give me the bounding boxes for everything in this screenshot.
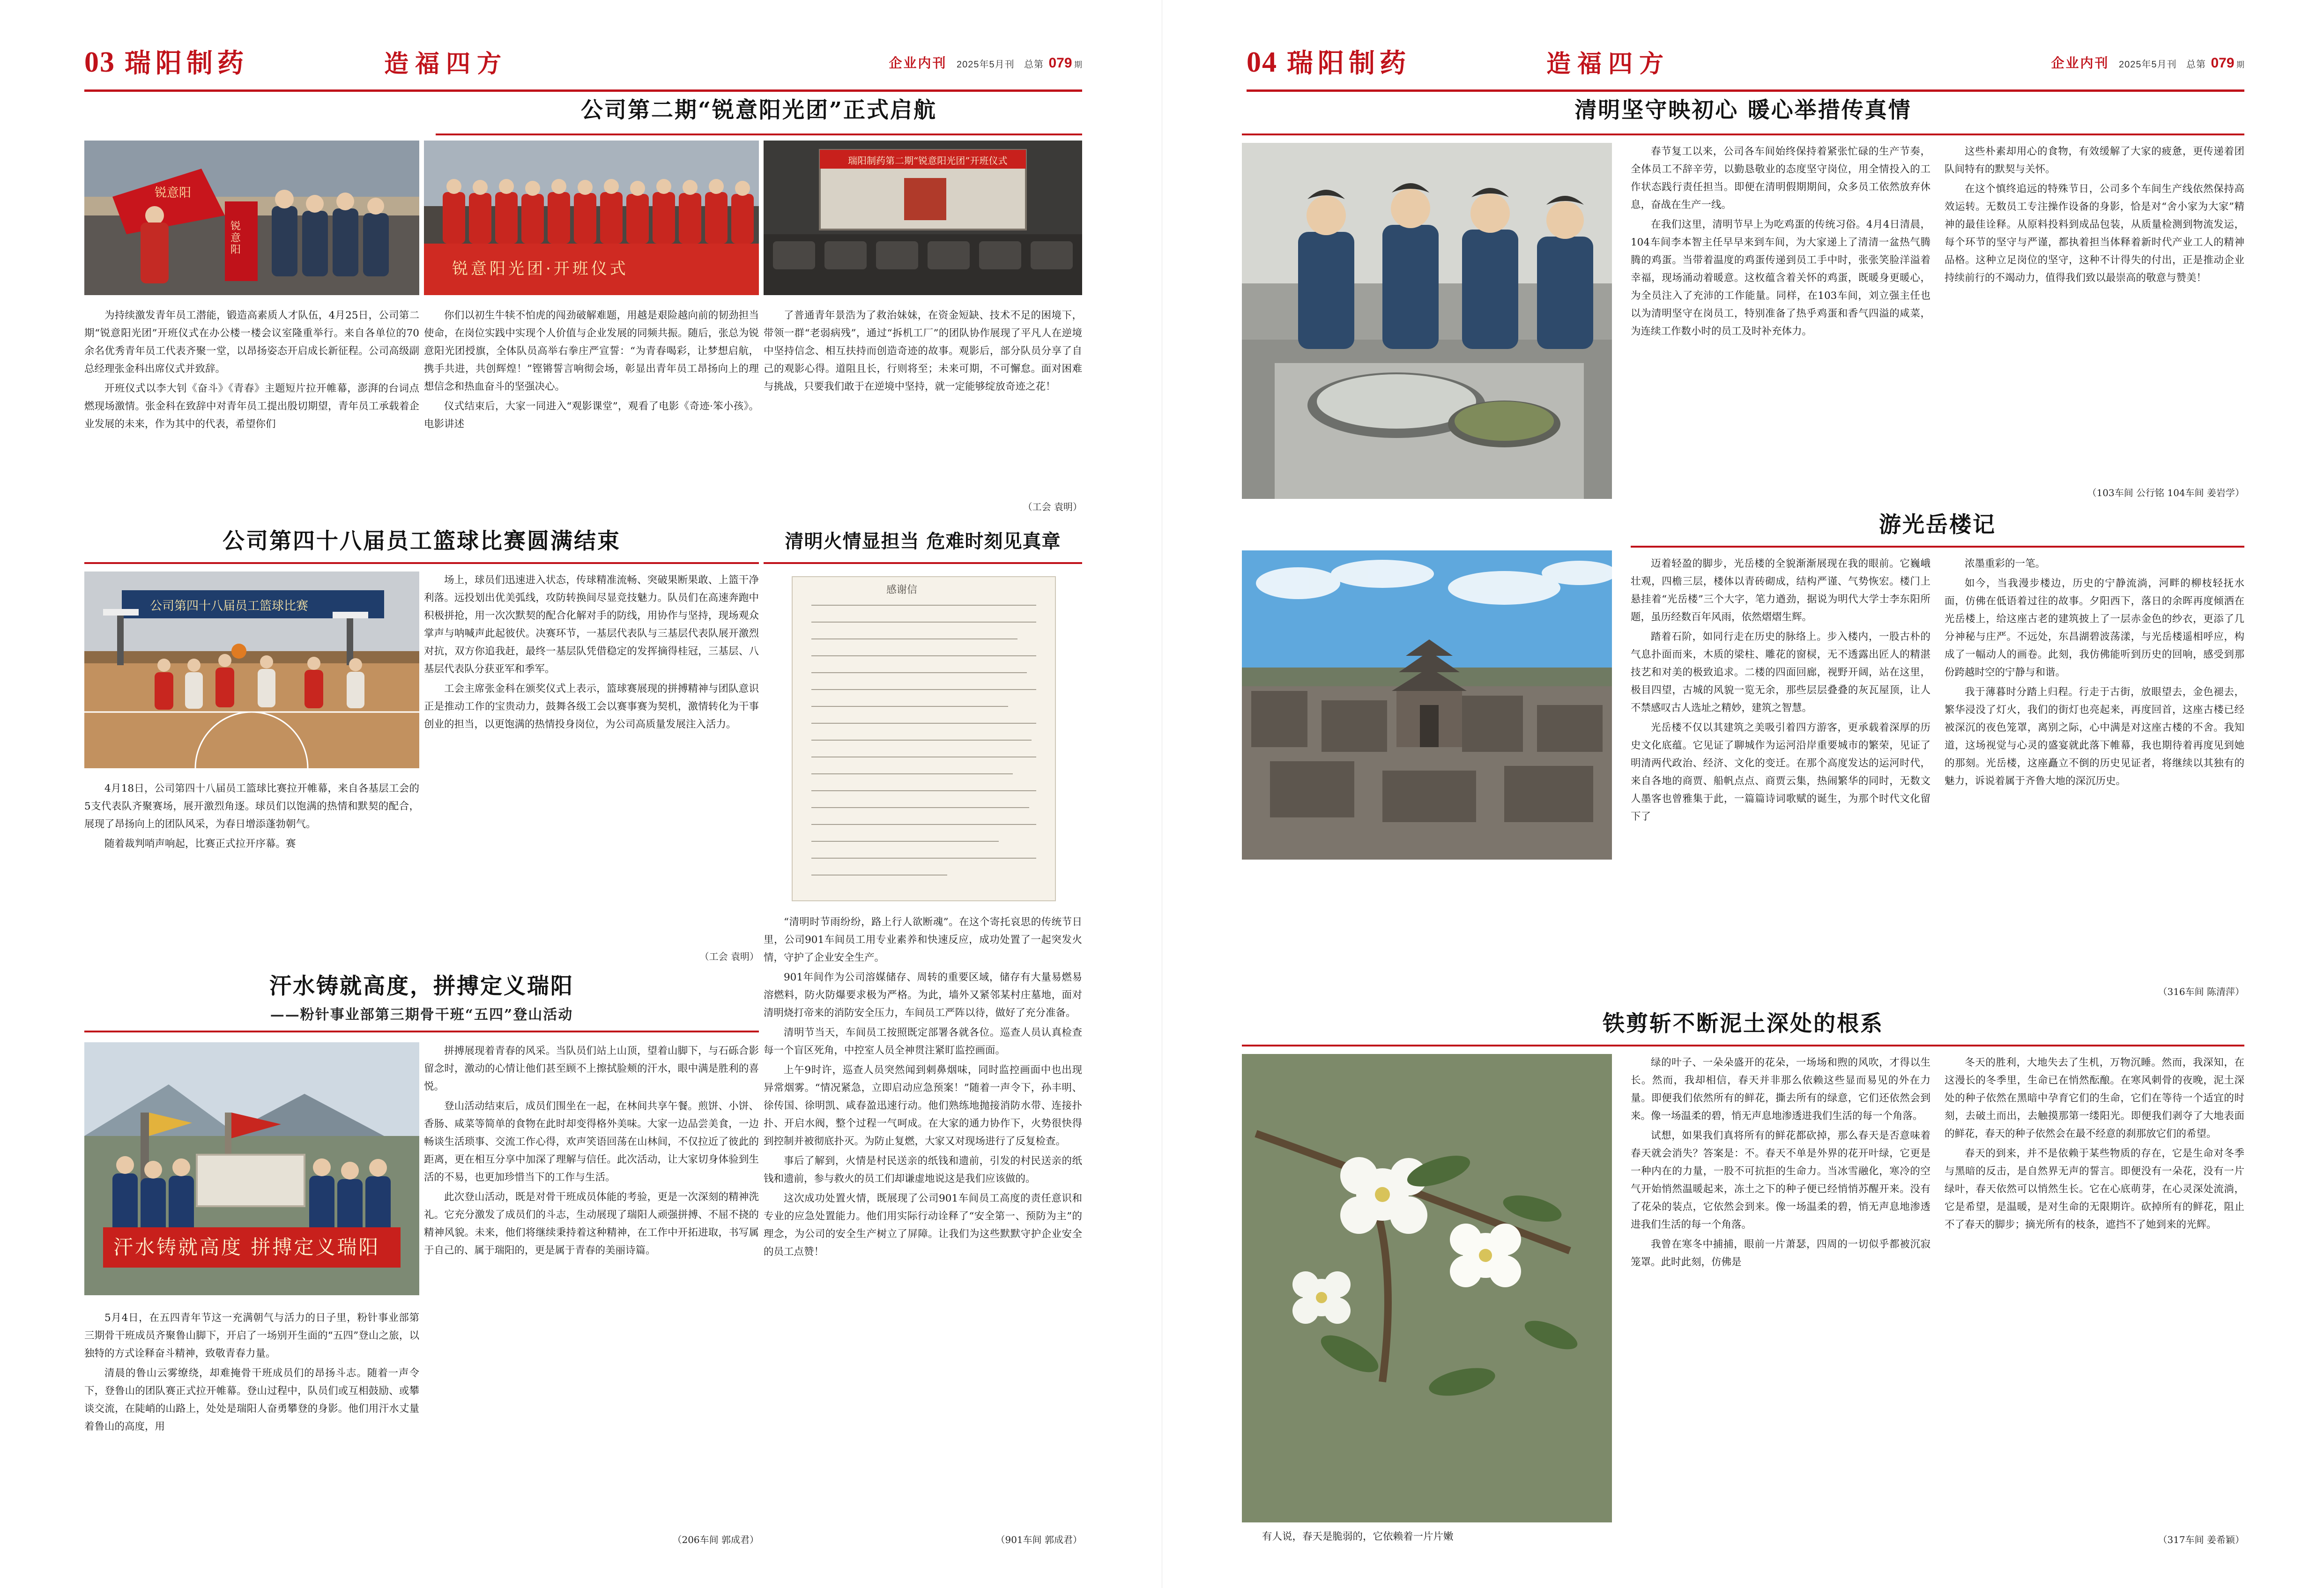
article-2-column-2 — [424, 571, 759, 942]
svg-text:公司第四十八届员工篮球比赛: 公司第四十八届员工篮球比赛 — [150, 599, 309, 613]
article-4-column-1 — [764, 913, 1082, 1522]
article-1-headline: 公司第二期“锐意阳光团”正式启航 — [580, 97, 937, 123]
article-2-headline: 公司第四十八届员工篮球比赛圆满结束 — [223, 528, 621, 554]
paragraph: 这些朴素却用心的食物，有效缓解了大家的疲惫，更传递着团队间特有的默契与关怀。 — [1945, 146, 2244, 175]
article-3-byline: （206车间 郭成君） — [672, 1534, 759, 1545]
article-6-byline: （316车间 陈清萍） — [2158, 986, 2244, 997]
article-5-rule — [1242, 134, 2244, 135]
masthead-meta — [889, 53, 1082, 72]
masthead-left — [84, 45, 1082, 92]
article-7-headline: 铁剪斩不断泥土深处的根系 — [1603, 1011, 1884, 1037]
page-04 — [1162, 0, 2324, 1588]
paragraph: 拼搏展现着青春的风采。当队员们站上山顶，望着山脚下，与石砾合影留念时，激动的心情让他们甚至顾不上擦拭脸颊的汗水，眼中满是胜利的喜悦。 — [424, 1045, 759, 1092]
kitchen-dumplings-photo — [1242, 143, 1612, 499]
paragraph: 我于薄暮时分踏上归程。行走于古街，放眼望去，金色褪去，繁华浸没了灯火，我们的街灯也亮起来，再度回首，这座古楼已经被深沉的夜色笼罩，离别之际，心中满是对这座古楼的不舍。我知道，这场视觉与心灵的盛宴就此落下帷幕，我也期待着再度见到她的那刻。光岳楼，这座矗立不倒的历史见证者，将继续以其独有的魅力，诉说着属于齐鲁大地的深沉历史。 — [1945, 686, 2244, 787]
article-6-column-2 — [1945, 555, 2244, 967]
svg-text:阳: 阳 — [230, 244, 241, 256]
masthead-right — [1247, 45, 2244, 92]
paragraph: 901年间作为公司溶媒储存、周转的重要区域，储存有大量易燃易溶燃料，防火防爆要求极为严格。为此，墙外又紧邻某村庄墓地，面对清明烧打帝来的消防安全压力，车间员工严阵以待，做好了充分准备。 — [764, 972, 1082, 1019]
masthead-issue-suffix: 期 — [1074, 60, 1082, 69]
paragraph: 场上，球员们迅速进入状态，传球精准流畅、突破果断果敢、上篮干净利落。远投划出优美弧线，攻防转换间尽显竞技魅力。队员们在高速奔跑中积极拼抢，用一次次默契的配合化解对手的防线，用协作与坚持，现场观众掌声与呐喊声此起彼伏。决赛环节，一基层代表队与三基层代表队展开激烈对抗，双方你追我赶，最终一基层队凭借稳定的发挥摘得桂冠，三基层、八基层代表队分获亚军和季军。 — [424, 574, 759, 675]
svg-text:感谢信: 感谢信 — [886, 584, 918, 596]
paragraph: 在我们这里，清明节早上为吃鸡蛋的传统习俗。4月4日清晨，104车间李本智主任早早来到车间，为大家递上了清清一盆热气腾腾的鸡蛋。当带着温度的鸡蛋传递到员工手中时，张张笑脸洋溢着幸福，现场涌动着暖意。这枚蕴含着关怀的鸡蛋，既暖身更暖心，为全员注入了充沛的工作能量。同样，在103车间，刘立强主任也以为清明坚守在岗员工，特别准备了热乎鸡蛋和香气四溢的咸菜，为连续工作数小时的员工及时补充体力。 — [1631, 219, 1930, 337]
paragraph: 5月4日，在五四青年节这一充满朝气与活力的日子里，粉针事业部第三期骨干班成员齐聚鲁山脚下，开启了一场别开生面的“五四”登山之旅，以独特的方式诠释奋斗精神，致敬青春力量。 — [84, 1312, 419, 1359]
article-3-column-1 — [84, 1309, 419, 1529]
svg-text:汗水铸就高度 拼搏定义瑞阳: 汗水铸就高度 拼搏定义瑞阳 — [113, 1236, 380, 1259]
paragraph: 如今，当我漫步楼边，历史的宁静流淌，河畔的柳枝轻抚水面，仿佛在低语着过往的故事。夕阳西下，落日的余晖再度倾洒在光岳楼上，给这座古老的建筑披上了一层赤金色的纱衣，更添了几分神秘与庄严。不远处，东昌湖碧波荡漾，与光岳楼遥相呼应，构成了一幅动人的画卷。此刻，我仿佛能听到历史的回响，感受到那份跨越时空的宁静与和谐。 — [1945, 578, 2244, 678]
paragraph: 了普通青年景浩为了救治妹妹，在资金短缺、技术不足的困境下，带领一群“老弱病残”，通过“拆机工厂”的团队协作展现了平凡人在逆境中坚持信念、相互扶持而创造奇迹的故事。观影后，部分队员分享了自己的观影心得。道阻且长，行则将至；未来可期，不可懈怠。面对困难与挑战，只要我们敢于在逆境中坚持，就一定能够绽放奇迹之花！ — [764, 310, 1082, 393]
article-5-column-1 — [1631, 143, 1930, 499]
svg-text:瑞阳制药第二期“锐意阳光团”开班仪式: 瑞阳制药第二期“锐意阳光团”开班仪式 — [848, 155, 1008, 166]
paragraph: 试想，如果我们真将所有的鲜花都砍掉，那么春天是否意味着春天就会消失？答案是：不。春天不单是外界的花开叶绿，它更是一种内在的力量，一股不可抗拒的生命力。当冰雪融化，寒冷的空气开始悄然温暖起来，冻土之下的种子便已经悄悄苏醒开来。没有了花朵的装点，它依然会到来。像一场温柔的碧，悄无声息地渗透进我们生活的每一个角落。 — [1631, 1130, 1930, 1231]
article-4-rule — [764, 562, 1082, 564]
article-2-byline: （工会 袁明） — [699, 951, 759, 962]
article-2-rule — [84, 562, 759, 564]
paragraph: 开班仪式以李大钊《奋斗》《青春》主题短片拉开帷幕，澎湃的台词点燃现场激情。张金科在致辞中对青年员工提出殷切期望，青年员工承载着企业发展的未来，作为其中的代表，希望你们 — [84, 383, 419, 430]
paragraph: 我曾在寒冬中捕捕，眼前一片萧瑟，四周的一切似乎都被沉寂笼罩。此时此刻，仿佛是 — [1631, 1239, 1930, 1268]
article-1-byline: （工会 袁明） — [1023, 501, 1082, 512]
article-7-column-2 — [1945, 1054, 2244, 1494]
masthead-issue-number: 079 — [1048, 55, 1072, 71]
masthead-issue-number: 079 — [2211, 55, 2235, 71]
page-number: 04 — [1247, 46, 1277, 78]
paragraph: 春天的到来，并不是依赖于某些物质的存在，它是生命对冬季与黑暗的反击，是自然界无声的誓言。即便没有一朵花，没有一片绿叶，春天依然可以悄然生长。它在心底萌芽，在心灵深处流淌，它是希望，是温暖，是对生命的无限期许。砍掉所有的鲜花，阻止不了春天的脚步；摘光所有的枝条，遮挡不了她到来的光辉。 — [1945, 1148, 2244, 1231]
article-6-headline: 游光岳楼记 — [1879, 512, 1996, 538]
article-5-column-2 — [1945, 143, 2244, 471]
article-7-column-1 — [1631, 1054, 1930, 1522]
masthead-date: 2025年5月刊 — [2118, 59, 2177, 70]
paragraph: 有人说，春天是脆弱的，它依赖着一片片嫩 — [1262, 1531, 1454, 1543]
paragraph: 事后了解到，火情是村民送亲的纸钱和遗前，引发的村民送亲的纸钱和遗前，参与救火的员工们却谦虚地说这是我们应该做的。 — [764, 1155, 1082, 1185]
article-6-rule — [1631, 546, 2244, 548]
masthead-issue-prefix: 总第 — [2186, 59, 2206, 70]
svg-text:意: 意 — [230, 232, 241, 244]
paragraph: 工会主席张金科在颁奖仪式上表示，篮球赛展现的拼搏精神与团队意识正是推动工作的宝贵动力，鼓舞各级工会以赛事赛为契机，激情转化为干事创业的担当，以更饱满的热情投身岗位，为公司高质量发展注入活力。 — [424, 683, 759, 730]
article-3-rule — [84, 1031, 759, 1032]
article-1-rule — [436, 134, 1082, 135]
article-3-subheadline: ——粉针事业部第三期骨干班“五四”登山活动 — [270, 1007, 573, 1023]
paragraph: 光岳楼不仅以其建筑之美吸引着四方游客，更承载着深厚的历史文化底蕴。它见证了聊城作为运河沿岸重要城市的繁荣，见证了明清两代政治、经济、文化的变迁。在那个高度发达的运河时代，来自各地的商贾、船帆点点、商贾云集，热闹繁华的同时，无数文人墨客也曾雅集于此，一篇篇诗词歌赋的诞生，为那个时代文化留下了 — [1631, 722, 1930, 823]
masthead-issue-suffix: 期 — [2236, 60, 2244, 69]
svg-text:锐意阳光团·开班仪式: 锐意阳光团·开班仪式 — [452, 260, 629, 278]
basketball-game-photo — [84, 571, 419, 768]
paragraph: 随着裁判哨声响起，比赛正式拉开序幕。赛 — [104, 838, 296, 850]
paragraph: “清明时节雨纷纷，路上行人欲断魂”。在这个寄托哀思的传统节日里，公司901车间员工用专业素养和快速反应，成功处置了一起突发火情，守护了企业安全生产。 — [764, 916, 1082, 964]
article-7-column-1-tail — [1242, 1528, 1612, 1548]
group-photo-banner — [424, 141, 759, 295]
article-3-headline: 汗水铸就高度，拼搏定义瑞阳 — [269, 973, 574, 999]
flag-handover-photo — [84, 141, 419, 295]
masthead-date: 2025年5月刊 — [956, 59, 1015, 70]
masthead-issue-prefix: 总第 — [1024, 59, 1044, 70]
article-5-byline: （103车间 公行铭 104车间 姜岩学） — [2087, 487, 2244, 498]
paragraph: 4月18日，公司第四十八届员工篮球比赛拉开帷幕，来自各基层工会的5支代表队齐聚赛场，展开激烈角逐。球员们以饱满的热情和默契的配合，展现了昂扬向上的团队风采，为春日增添蓬勃朝气。 — [84, 783, 419, 830]
handwritten-letter-photo — [792, 576, 1056, 901]
pear-blossom-photo — [1242, 1054, 1612, 1522]
article-6-column-1 — [1631, 555, 1930, 995]
cityscape-tower-photo — [1242, 550, 1612, 860]
svg-text:锐意阳: 锐意阳 — [155, 186, 192, 200]
paragraph: 迈着轻盈的脚步，光岳楼的全貌渐渐展现在我的眼前。它巍峨壮观，四檐三层，楼体以青砖砌成，结构严谨、气势恢宏。楼门上悬挂着“光岳楼”三个大字，笔力遒劲，据说为明代大学士李东阳所题，虽历经数百年风雨，依然熠熠生辉。 — [1631, 558, 1930, 623]
page-number: 03 — [84, 46, 115, 78]
paragraph: 清明节当天，车间员工按照既定部署各就各位。巡查人员认真检查每一个盲区死角，中控室人员全神贯注紧盯监控画面。 — [764, 1027, 1082, 1056]
opening-ceremony-screen-photo — [764, 141, 1082, 295]
paragraph: 清晨的鲁山云雾缭绕，却难掩骨干班成员们的昂扬斗志。随着一声令下，登鲁山的团队赛正式拉开帷幕。登山过程中，队员们或互相鼓励、或攀谈交流，在陡峭的山路上，处处是瑞阳人奋勇攀登的身影。他们用汗水丈量着鲁山的高度，用 — [84, 1367, 419, 1432]
paragraph: 上午9时许，巡查人员突然闻到刺鼻烟味，同时监控画面中也出现异常烟雾。“情况紧急，立即启动应急预案！”随着一声令下，孙丰明、徐传国、徐明凯、咸春盈迅速行动。他们熟练地抛接消防水带、连接扑扑、开启水阀，整个过程一气呵成。在大家的通力协作下，火势很快得到控制并被彻底扑灭。为防止复燃，大家又对现场进行了反复检查。 — [764, 1064, 1082, 1147]
publication-slogan: 造福四方 — [1546, 50, 1671, 78]
paragraph: 浓墨重彩的一笔。 — [1965, 558, 2046, 570]
publication-title: 瑞阳制药 — [125, 48, 248, 79]
masthead-label: 企业内刊 — [889, 56, 947, 70]
paragraph: 为持续激发青年员工潜能，锻造高素质人才队伍，4月25日，公司第二期“锐意阳光团”开班仪式在办公楼一楼会议室隆重举行。来自各单位的70余名优秀青年员工代表齐聚一堂，以昂扬姿态开启成长新征程。公司高级副总经理张金科出席仪式并致辞。 — [84, 310, 419, 375]
paragraph: 踏着石阶，如同行走在历史的脉络上。步入楼内，一股古朴的气息扑面而来，木质的梁柱、雕花的窗棂，无不透露出匠人的精湛技艺和对美的极致追求。二楼的四面回廊，视野开阔，站在这里，极目四望，古城的风貌一览无余，那些层层叠叠的灰瓦屋顶，让人不禁感叹古人选址之精妙，建筑之智慧。 — [1631, 631, 1930, 714]
masthead-meta — [2051, 53, 2244, 72]
paragraph: 绿的叶子、一朵朵盛开的花朵，一场场和煦的风吹，才得以生长。然而，我却相信，春天并非那么依赖这些显而易见的外在力量。即便我们依然所有的鲜花，撕去所有的绿意，它们还依然会到来。像一场温柔的碧，悄无声息地渗透进我们生活的每一个角落。 — [1631, 1057, 1930, 1122]
article-1-column-3 — [764, 307, 1082, 475]
article-2-column-1 — [84, 780, 419, 949]
article-1-column-1 — [84, 307, 419, 490]
article-7-byline: （317车间 姜希颖） — [2158, 1534, 2244, 1545]
paragraph: 仪式结束后，大家一同进入“观影课堂”，观看了电影《奇迹·笨小孩》。电影讲述 — [424, 401, 759, 430]
paragraph: 这次成功处置火情，既展现了公司901车间员工高度的责任意识和专业的应急处置能力。他们用实际行动诠释了“安全第一、预防为主”的理念，为公司的安全生产树立了屏障。让我们为这些默默守护企业安全的员工点赞！ — [764, 1193, 1082, 1258]
paragraph: 此次登山活动，既是对骨干班成员体能的考验，更是一次深刻的精神洗礼。它充分激发了成员们的斗志，生动展现了瑞阳人顽强拼搏、不屈不挠的精神风貌。未来，他们将继续秉持着这种精神，在工作中开拓进取，书写属于自己的、属于瑞阳的，更是属于青春的美丽诗篇。 — [424, 1191, 759, 1256]
article-7-rule — [1242, 1045, 2244, 1046]
paragraph: 登山活动结束后，成员们围坐在一起，在林间共享午餐。煎饼、小饼、香肠、咸菜等简单的食物在此时却变得格外美味。大家一边品尝美食，一边畅谈生活琐事、交流工作心得，欢声笑语回荡在山林间，不仅拉近了彼此的距离，更在相互分享中加深了理解与信任。此次活动，让大家切身体验到生活的不易，也更加珍惜当下的工作与生活。 — [424, 1100, 759, 1183]
paragraph: 冬天的胜利，大地失去了生机，万物沉睡。然而，我深知，在这漫长的冬季里，生命已在悄然酝酿。在寒风刺骨的夜晚，泥土深处的种子依然在黑暗中孕育它们的生命，它们在等待一个适宜的时刻，去破土而出，去触摸那第一缕阳光。即便我们剥夺了大地表面的鲜花，春天的种子依然会在最不经意的刹那放它们的希望。 — [1945, 1057, 2244, 1140]
paragraph: 春节复工以来，公司各车间始终保持着紧张忙碌的生产节奏，全体员工不辞辛劳，以勤恳敬业的态度坚守岗位，用全情投入的工作状态践行责任担当。即便在清明假期期间，众多员工依然放弃休息，奋战在生产一线。 — [1631, 146, 1930, 211]
svg-text:锐: 锐 — [230, 221, 241, 232]
hiking-group-banner-photo — [84, 1042, 419, 1295]
paragraph: 你们以初生牛犊不怕虎的闯劲破解难题，用越是艰险越向前的韧劲担当使命，在岗位实践中实现个人价值与企业发展的同频共振。随后，张总为锐意阳光团授旗，全体队员高举右拳庄严宣誓：“为青春喝彩，让梦想启航，携手共进，共创辉煌！”铿锵誓言响彻会场，彰显出青年员工昂扬向上的理想信念和热血奋斗的坚强决心。 — [424, 310, 759, 393]
article-4-byline: （901车间 郭成君） — [995, 1534, 1082, 1545]
publication-title: 瑞阳制药 — [1287, 48, 1411, 79]
article-1-column-2 — [424, 307, 759, 490]
publication-slogan: 造福四方 — [384, 50, 508, 78]
paragraph: 在这个慎终追远的特殊节日，公司多个车间生产线依然保持高效运转。无数员工专注操作设备的身影，恰是对“舍小家为大家”精神的最佳诠释。从原料投料到成品包装，从质量检测到物流发运，每个环节的坚守与严谨，都执着担当体释着新时代产业工人的精神品格。这种立足岗位的坚守，这种不计得失的付出，正是推动企业持续前行的不竭动力，值得我们致以最崇高的敬意与赞美！ — [1945, 183, 2244, 284]
article-5-headline: 清明坚守映初心 暖心举措传真情 — [1574, 97, 1912, 123]
article-4-headline: 清明火情显担当 危难时刻见真章 — [785, 530, 1061, 552]
article-3-column-2 — [424, 1042, 759, 1529]
masthead-label: 企业内刊 — [2051, 56, 2109, 70]
